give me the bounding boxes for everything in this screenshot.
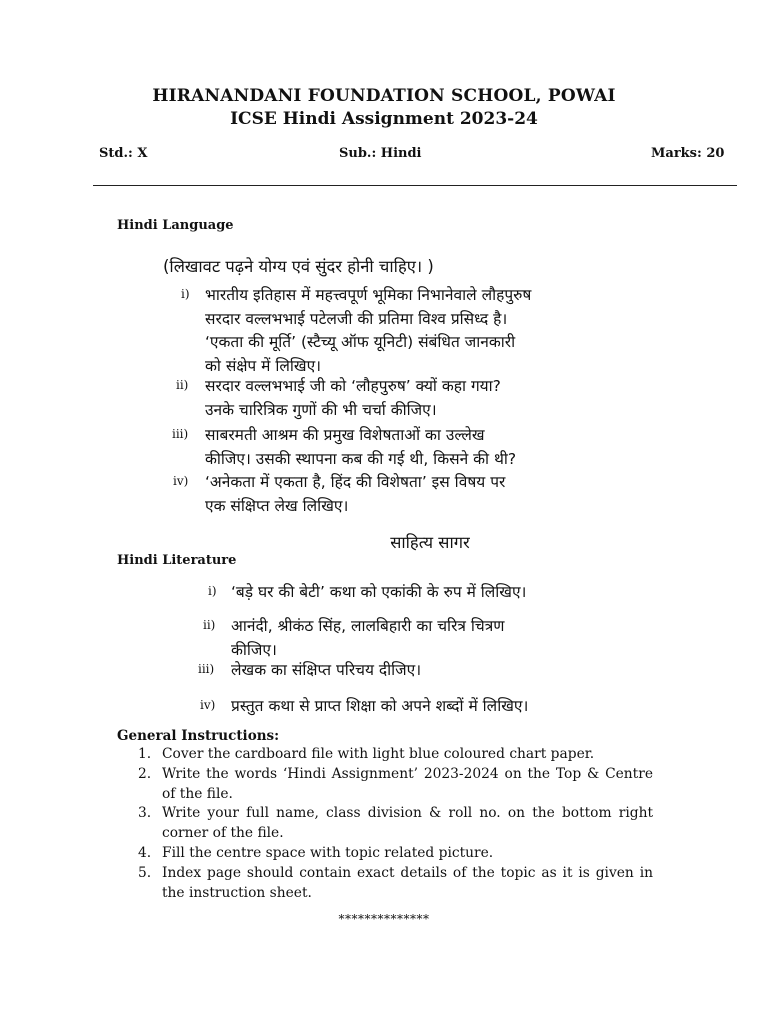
instruction-number: 1. <box>138 746 152 762</box>
instruction-text: Write your full name, class division & roll no. on the bottom right corner of the file. <box>162 805 653 842</box>
instruction-text: Cover the cardboard file with light blue coloured chart paper. <box>162 746 595 762</box>
marks-label: Marks: 20 <box>651 146 725 161</box>
question-line: ‘एकता की मूर्ति’ (स्टैच्यू ऑफ यूनिटी) संबंधित जानकारी <box>205 333 516 351</box>
instruction-item <box>138 765 653 805</box>
question-line: भारतीय इतिहास में महत्त्वपूर्ण भूमिका निभानेवाले लौहपुरुष <box>205 286 532 304</box>
instruction-text: Fill the centre space with topic related picture. <box>162 844 494 861</box>
language-question-text <box>205 471 658 518</box>
language-question-number: i) <box>181 287 190 301</box>
literature-section-label: Hindi Literature <box>117 553 237 568</box>
literature-question-text <box>231 659 671 683</box>
question-line: साबरमती आश्रम की प्रमुख विशेषताओं का उल्लेख <box>205 426 485 444</box>
language-question-text <box>205 375 658 422</box>
literature-question-number: iv) <box>200 698 216 712</box>
literature-question-text <box>231 581 671 605</box>
instruction-item <box>138 844 653 864</box>
question-line: सरदार वल्लभभाई पटेलजी की प्रतिमा विश्व प्रसिध्द है। <box>205 309 508 328</box>
language-question-text <box>205 424 658 471</box>
instruction-item <box>138 745 653 765</box>
question-line: आनंदी, श्रीकंठ सिंह, लालबिहारी का चरित्र चित्रण <box>231 617 505 635</box>
school-name: HIRANANDANI FOUNDATION SCHOOL, POWAI <box>152 86 616 106</box>
question-line: प्रस्तुत कथा से प्राप्त शिक्षा को अपने शब्दों में लिखिए। <box>231 697 529 715</box>
end-stars: ************** <box>338 912 430 926</box>
question-line: उनके चारित्रिक गुणों की भी चर्चा कीजिए। <box>205 400 437 419</box>
sahitya-sagar-heading: साहित्य सागर <box>390 533 470 552</box>
handwriting-note: (लिखावट पढ़ने योग्य एवं सुंदर होनी चाहिए। ) <box>163 257 434 276</box>
subject-label: Sub.: Hindi <box>339 146 422 161</box>
instruction-number: 2. <box>138 765 152 782</box>
literature-question-text <box>231 695 671 719</box>
question-line: सरदार वल्लभभाई जी को ‘लौहपुरुष’ क्यों कहा गया? <box>205 377 501 395</box>
literature-question-text <box>231 615 673 662</box>
literature-question-number: i) <box>208 584 217 598</box>
header-divider <box>93 185 737 186</box>
instruction-number: 4. <box>138 844 152 861</box>
std-label: Std.: X <box>99 146 148 161</box>
question-line: लेखक का संक्षिप्त परिचय दीजिए। <box>231 661 422 679</box>
question-line: को संक्षेप में लिखिए। <box>205 356 322 375</box>
language-question-number: iii) <box>172 427 189 441</box>
instruction-text: Index page should contain exact details of the topic as it is given in the instruction sheet. <box>162 864 653 901</box>
question-line: कीजिए। <box>231 640 277 659</box>
literature-question-number: ii) <box>203 618 216 632</box>
instruction-text: Write the words ‘Hindi Assignment’ 2023-2024 on the Top & Centre of the file. <box>162 765 653 802</box>
instruction-item <box>138 864 653 904</box>
question-line: कीजिए। उसकी स्थापना कब की गई थी, किसने की थी? <box>205 449 517 468</box>
language-question-number: iv) <box>173 474 189 488</box>
language-question-number: ii) <box>176 378 189 392</box>
instruction-item <box>138 804 653 844</box>
language-question-text <box>205 284 658 378</box>
instruction-number: 3. <box>138 805 152 822</box>
general-instructions-list <box>138 745 653 903</box>
question-line: एक संक्षिप्त लेख लिखिए। <box>205 496 349 515</box>
question-line: ‘बड़े घर की बेटी’ कथा को एकांकी के रुप में लिखिए। <box>231 583 527 601</box>
assignment-title: ICSE Hindi Assignment 2023-24 <box>230 109 538 129</box>
question-line: ‘अनेकता में एकता है, हिंद की विशेषता’ इस विषय पर <box>205 473 506 491</box>
instruction-number: 5. <box>138 864 152 881</box>
language-section-label: Hindi Language <box>117 218 234 233</box>
literature-question-number: iii) <box>198 662 215 676</box>
general-instructions-title: General Instructions: <box>117 728 280 744</box>
